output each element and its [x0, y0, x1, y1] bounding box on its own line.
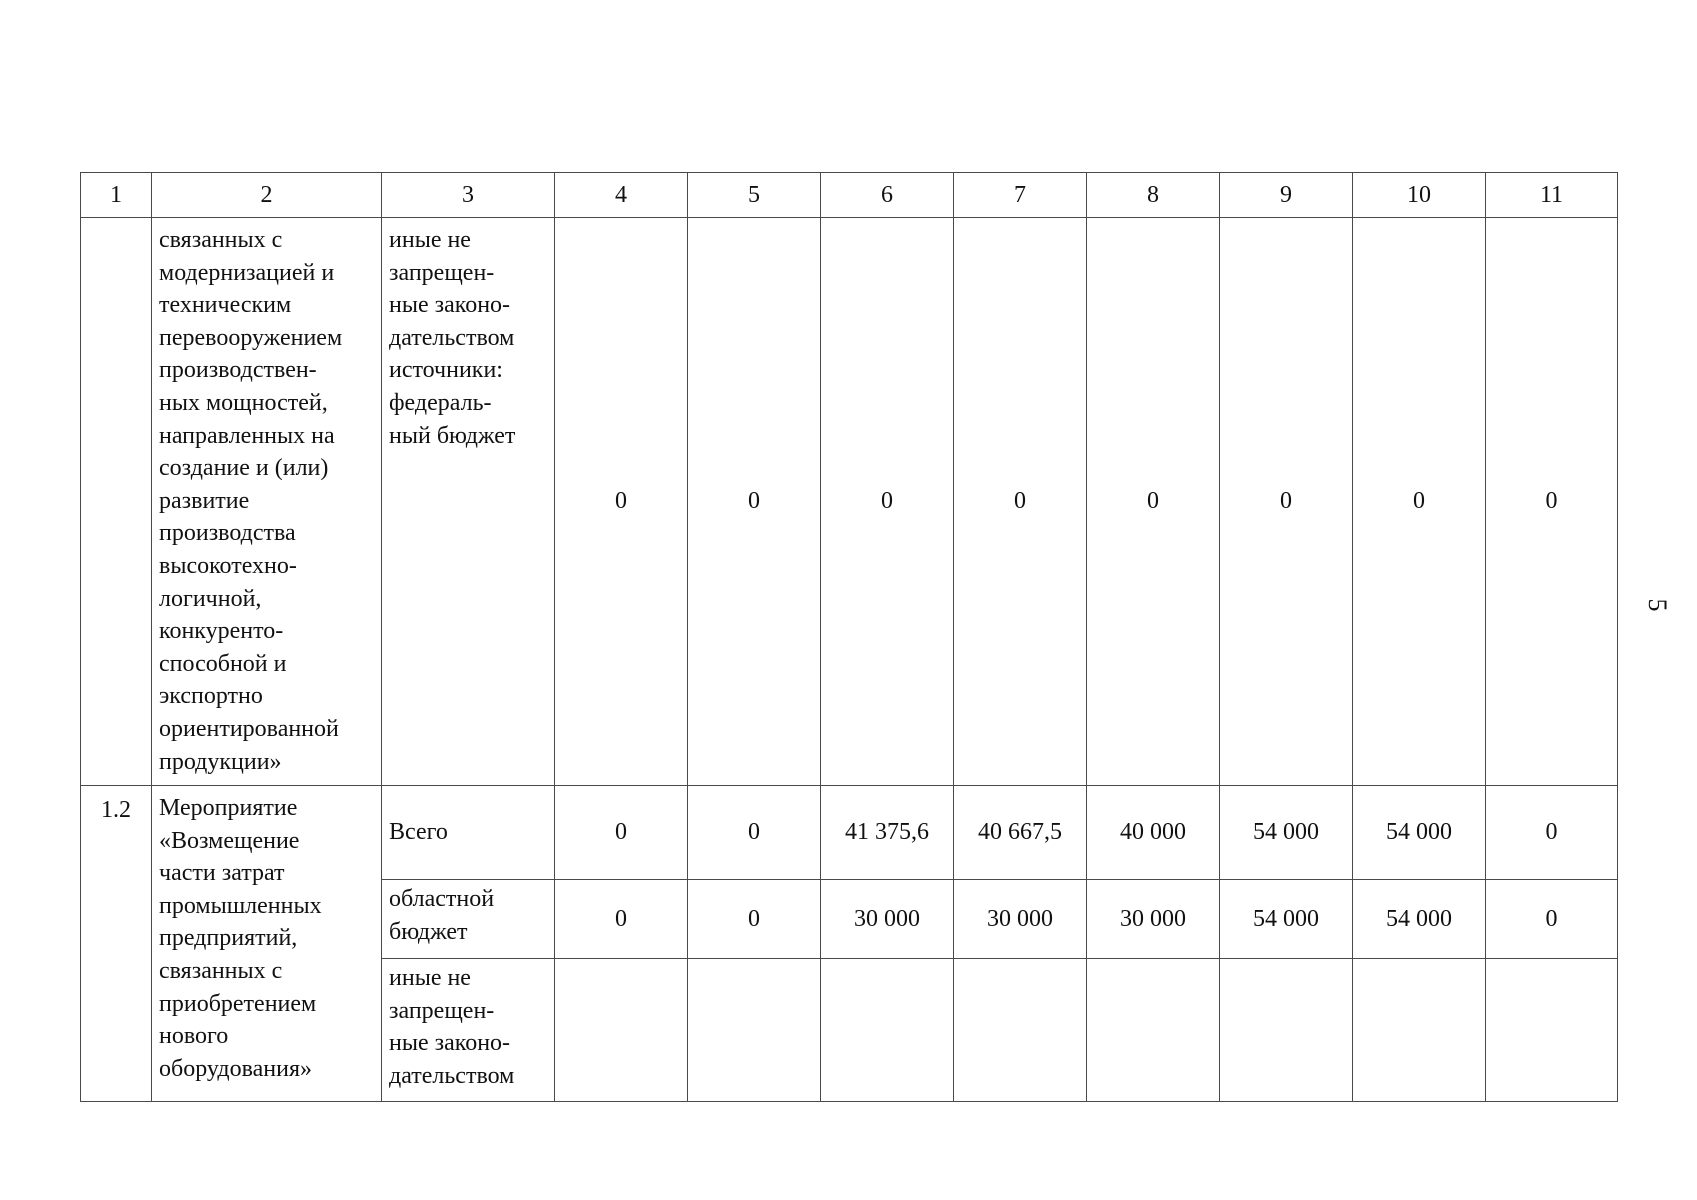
value-cell: 0 [555, 880, 688, 959]
header-cell-5: 5 [688, 173, 821, 218]
text-line: логичной, [159, 585, 262, 612]
measure-description-cell [152, 218, 382, 786]
header-cell-2: 2 [152, 173, 382, 218]
text-line: продукции» [159, 748, 282, 775]
text-line: ных мощностей, [159, 389, 328, 416]
table-row [81, 786, 1618, 880]
text-line: Всего [389, 819, 448, 846]
funding-source-cell [382, 959, 555, 1102]
header-cell-6: 6 [821, 173, 954, 218]
value-cell: 54 000 [1220, 880, 1353, 959]
text-line: иные не [389, 965, 471, 991]
value-cell [1486, 959, 1618, 1102]
value-cell [821, 959, 954, 1102]
text-line: связанных с [159, 227, 283, 253]
header-cell-11: 11 [1486, 173, 1618, 218]
value-cell: 0 [821, 218, 954, 786]
value-cell: 30 000 [954, 880, 1087, 959]
text-line: производства [159, 520, 296, 547]
text-line: экспортно [159, 683, 263, 710]
value-cell: 30 000 [1087, 880, 1220, 959]
header-cell-3: 3 [382, 173, 555, 218]
text-line: иные не [389, 227, 471, 253]
text-line: высокотехно- [159, 552, 297, 579]
value-cell: 0 [1486, 786, 1618, 880]
value-cell: 0 [688, 218, 821, 786]
text-line: приобретением [159, 990, 317, 1017]
text-line: дательством [389, 1062, 515, 1089]
text-line: «Возмещение [159, 827, 300, 854]
value-cell: 0 [954, 218, 1087, 786]
value-cell: 0 [1486, 218, 1618, 786]
text-line: модернизацией и [159, 259, 335, 286]
value-cell: 0 [1353, 218, 1486, 786]
text-line: предприятий, [159, 925, 298, 952]
text-line: производствен- [159, 357, 317, 384]
value-cell: 54 000 [1353, 880, 1486, 959]
text-line: нового [159, 1023, 229, 1050]
funding-source-cell [382, 218, 555, 786]
text-line: направленных на [159, 422, 335, 449]
value-cell [954, 959, 1087, 1102]
text-line: перевооружением [159, 324, 343, 351]
funding-source-cell [382, 880, 555, 959]
text-line: промышленных [159, 892, 322, 919]
funding-source-cell [382, 786, 555, 880]
value-cell: 40 667,5 [954, 786, 1087, 880]
text-line: оборудования» [159, 1055, 312, 1082]
text-line: части затрат [159, 860, 285, 887]
value-cell: 0 [555, 218, 688, 786]
header-cell-7: 7 [954, 173, 1087, 218]
value-cell: 30 000 [821, 880, 954, 959]
text-line: федераль- [389, 389, 492, 416]
text-line: ные законо- [389, 292, 511, 319]
measure-description-cell [152, 786, 382, 1102]
text-line: связанных с [159, 957, 283, 984]
value-cell: 0 [1486, 880, 1618, 959]
value-cell: 41 375,6 [821, 786, 954, 880]
value-cell: 54 000 [1220, 786, 1353, 880]
text-line: запрещен- [389, 259, 495, 286]
value-cell [555, 959, 688, 1102]
value-cell: 0 [1220, 218, 1353, 786]
text-line: конкуренто- [159, 618, 284, 645]
value-cell: 0 [688, 880, 821, 959]
table-row [81, 218, 1618, 786]
header-cell-9: 9 [1220, 173, 1353, 218]
text-line: ориентированной [159, 715, 339, 742]
text-line: бюджет [389, 918, 468, 945]
text-line: дательством [389, 324, 515, 351]
header-cell-1: 1 [81, 173, 152, 218]
text-line: развитие [159, 487, 250, 514]
page-number: 5 [1643, 598, 1672, 612]
text-line: Мероприятие [159, 795, 298, 821]
value-cell [1353, 959, 1486, 1102]
value-cell [688, 959, 821, 1102]
text-line: источники: [389, 357, 503, 384]
value-cell: 0 [1087, 218, 1220, 786]
header-row [81, 173, 1618, 218]
header-cell-8: 8 [1087, 173, 1220, 218]
text-line: запрещен- [389, 997, 495, 1024]
value-cell: 0 [555, 786, 688, 880]
text-line: ные законо- [389, 1030, 511, 1057]
text-line: техническим [159, 292, 292, 319]
value-cell: 54 000 [1353, 786, 1486, 880]
text-line: создание и (или) [159, 455, 329, 482]
header-cell-10: 10 [1353, 173, 1486, 218]
text-line: областной [389, 886, 495, 912]
value-cell [1220, 959, 1353, 1102]
value-cell [1087, 959, 1220, 1102]
text-line: ный бюджет [389, 422, 516, 449]
row-number-cell: 1.2 [81, 786, 152, 1102]
row-number-cell [81, 218, 152, 786]
budget-table [80, 172, 1618, 1102]
text-line: способной и [159, 650, 287, 677]
value-cell: 0 [688, 786, 821, 880]
value-cell: 40 000 [1087, 786, 1220, 880]
header-cell-4: 4 [555, 173, 688, 218]
